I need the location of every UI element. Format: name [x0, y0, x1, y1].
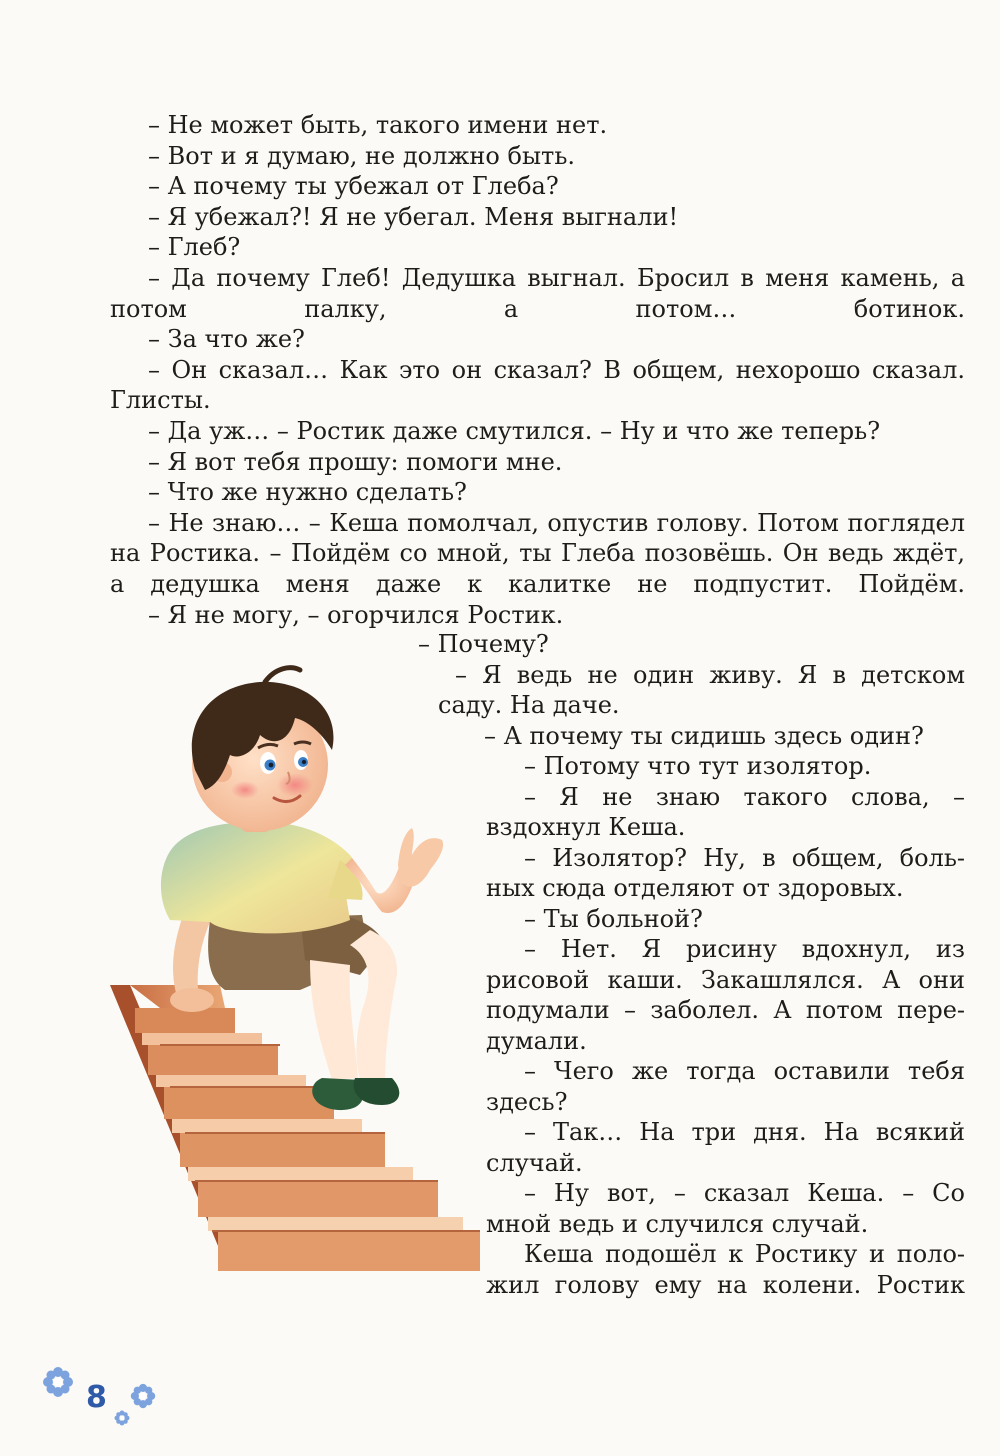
text-line: – Ты больной?	[524, 905, 703, 933]
page-number: 8	[86, 1380, 107, 1415]
paragraph: – Да уж… – Ростик даже смутился. – Ну и что же теперь?	[148, 416, 881, 445]
text-line: здесь?	[486, 1088, 568, 1116]
text-line: Кеша подошёл к Ростику и поло-	[524, 1240, 965, 1268]
paragraph: – Вот и я думаю, не должно быть.	[148, 141, 576, 170]
text-line: вздохнул Кеша.	[486, 813, 686, 841]
paragraph: – Глеб?	[148, 233, 241, 262]
text-line: – Изолятор? Ну, в общем, боль-	[524, 844, 965, 872]
paragraph: – Он сказал… Как это он сказал? В общем, нехорошо сказал. Глисты.	[110, 355, 965, 415]
text-line: подумали – заболел. А потом пере-	[486, 996, 965, 1024]
paragraph: – Да почему Глеб! Дедушка выгнал. Бросил в меня камень, а потом палку, а потом… ботинок.	[110, 263, 965, 323]
paragraph: – Я вот тебя прошу: помоги мне.	[148, 447, 563, 476]
text-line: – А почему ты сидишь здесь один?	[484, 722, 924, 750]
text-line: – Почему?	[418, 630, 549, 658]
paragraph: – Не может быть, такого имени нет.	[148, 111, 608, 139]
paragraph: – Не знаю… – Кеша помолчал, опустив голову. Потом поглядел на Ростика. – Пойдём со мной, ты Глеба позовёшь. Он ведь ждёт, а дедушка меня даже к калитке не подпустит. Пойдём.	[110, 508, 965, 598]
flower-icon	[42, 1366, 74, 1398]
boy-on-stairs-illustration	[100, 660, 480, 1320]
text-block-full-width	[110, 110, 965, 630]
paragraph: – Я убежал?! Я не убегал. Меня выгнали!	[148, 202, 679, 231]
text-line: – Чего же тогда оставили тебя	[524, 1057, 965, 1085]
text-line: случай.	[486, 1149, 583, 1177]
text-line: – Нет. Я рисину вдохнул, из	[524, 935, 965, 963]
stairs	[110, 985, 480, 1271]
text-line: ных сюда отделяют от здоровых.	[486, 874, 904, 902]
paragraph: – А почему ты убежал от Глеба?	[148, 172, 559, 201]
paragraph: – Что же нужно сделать?	[148, 478, 467, 507]
text-line: – Ну вот, – сказал Кеша. – Со	[524, 1179, 965, 1207]
paragraph: – Я не могу, – огорчился Ростик.	[148, 600, 564, 629]
text-line: – Я не знаю такого слова, –	[524, 783, 965, 811]
text-line: – Я ведь не один живу. Я в детском	[455, 661, 965, 689]
text-line: – Так… На три дня. На всякий	[524, 1118, 965, 1146]
text-line: жил голову ему на колени. Ростик	[486, 1271, 965, 1299]
text-line: думали.	[486, 1027, 587, 1055]
text-line: – Потому что тут изолятор.	[524, 752, 872, 780]
text-line: саду. На даче.	[438, 691, 620, 719]
paragraph: – За что же?	[148, 325, 305, 354]
text-line: мной ведь и случился случай.	[486, 1210, 869, 1238]
text-line: рисовой каши. Закашлялся. А они	[486, 966, 965, 994]
flower-icon	[130, 1383, 156, 1409]
flower-icon	[114, 1410, 130, 1426]
